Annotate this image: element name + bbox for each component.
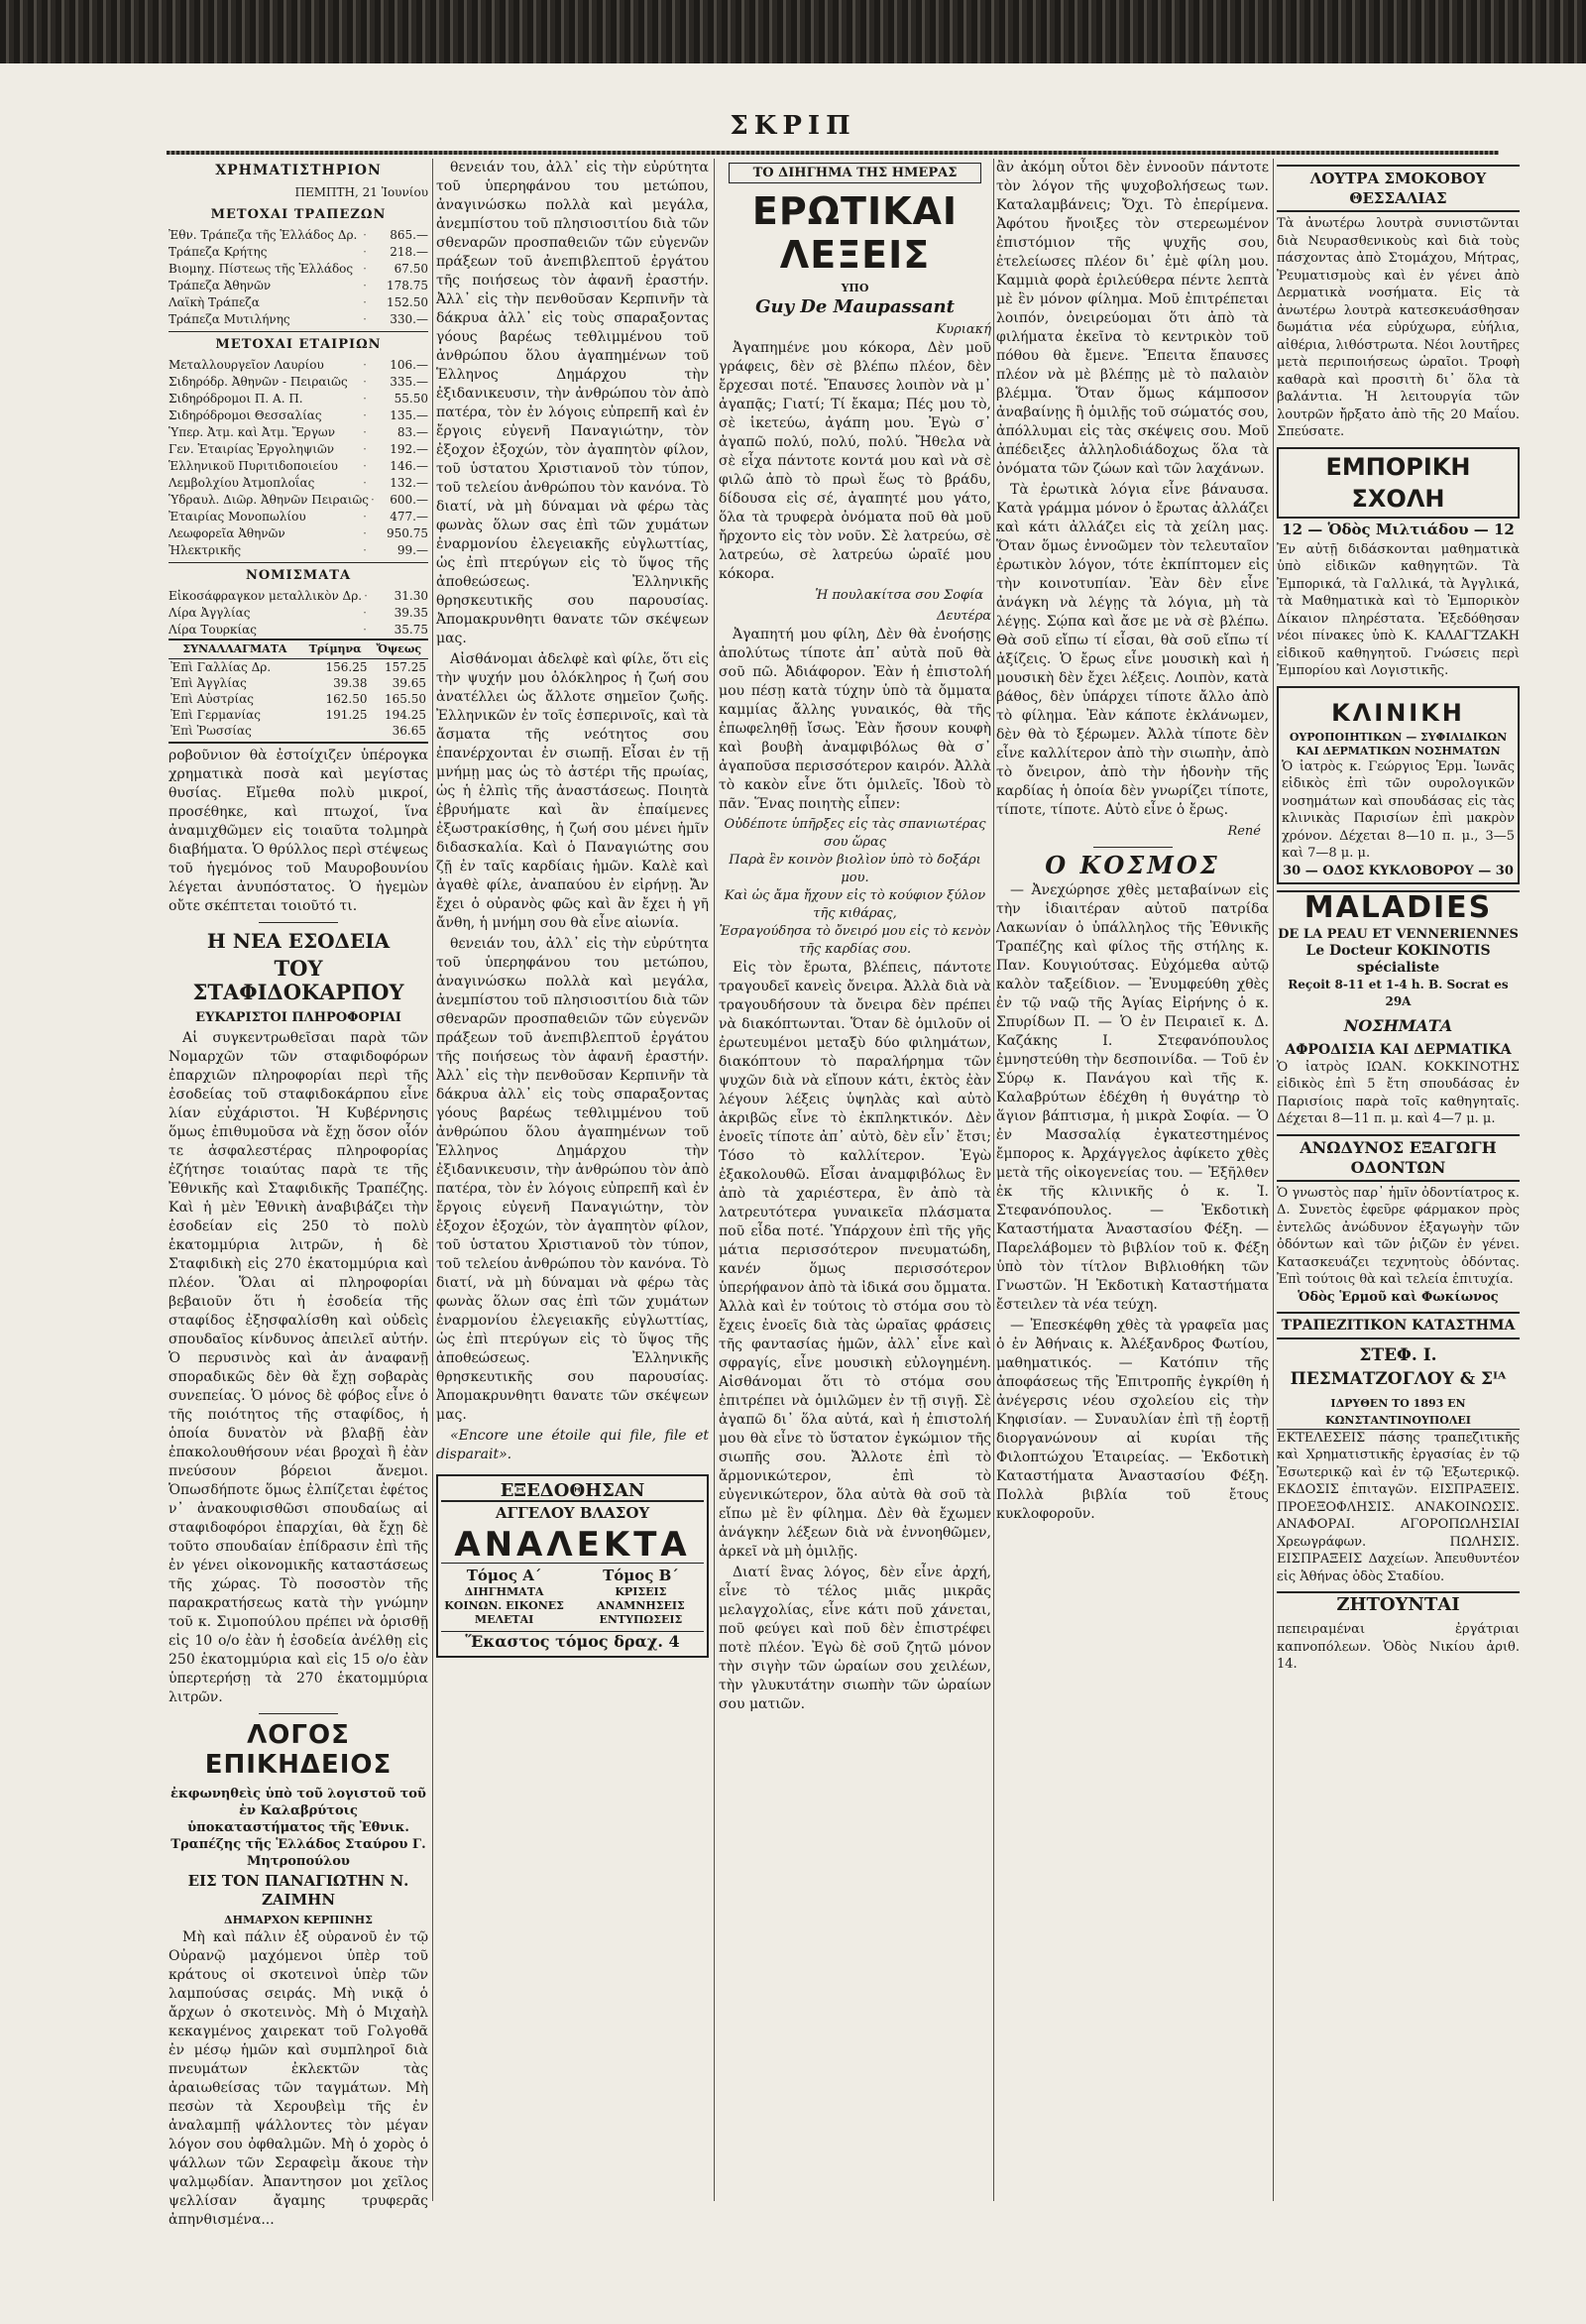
ad-dental-title: ΑΝΩΔΥΝΟΣ ΕΞΑΓΩΓΗ ΟΔΟΝΤΩΝ: [1277, 1134, 1520, 1182]
bank-row-value: 152.50: [387, 295, 428, 309]
ad-smokovo-text: Τὰ ἀνωτέρω λουτρὰ συνιστῶνται διὰ Νευρασθενικοὺς καὶ διὰ τοὺς πάσχοντας ἀπὸ Στομάχου, Μήτρας, Ῥευματισμοὺς καὶ ἐν γένει ἀπὸ Δερματικὰ νοσήματα. Εἰς τὰ ἀνωτέρω λουτρὰ κατεσκευάσθησαν δωμάτια νέα εὐρύχωρα, εὐήλια, αἰθέρια, λιθόστρωτα. Νέοι λουτῆρες μετὰ περιποιήσεως ὡραῖοι. Τροφὴ καθαρὰ καὶ προσιτὴ δι᾿ ὅλα τὰ βαλάντια. Ἡ λειτουργία τῶν λουτρῶν ἤρξατο ἀπὸ τῆς 20 Μαΐου. Σπεύσατε.: [1277, 216, 1520, 439]
bank-row-name: Ἐθν. Τράπεζα τῆς Ἑλλάδος Δρ.: [169, 228, 358, 242]
bank-row: Ἐθν. Τράπεζα τῆς Ἑλλάδος Δρ. · 865.—: [169, 228, 428, 242]
coin-row: Λίρα Ἀγγλίας · 39.35: [169, 606, 428, 620]
company-row: Σιδηρόδρομοι Θεσσαλίας · 135.—: [169, 408, 428, 422]
ad-bank-name: ΣΤΕΦ. Ι. ΠΕΣΜΑΤΖΟΓΛΟΥ & Σᴵᴬ: [1290, 1344, 1507, 1389]
company-row-value: 106.—: [390, 358, 428, 372]
coin-row: Λίρα Τουρκίας · 35.75: [169, 623, 428, 637]
article-body: Αἱ συγκεντρωθεῖσαι παρὰ τῶν Νομαρχῶν τῶν σταφιδοφόρων ἐπαρχιῶν πληροφορίαι περὶ τῆς ἐσοδείας τοῦ σταφιδοκάρπου εἶνε λίαν εὐχάριστοι. Ἡ Κυβέρνησις ὅμως ἐπιθυμοῦσα νὰ ἔχῃ ὅσον οἷόν τε ἀσφαλεστέρας πληροφορίας ἐζήτησε τοιαύτας παρὰ τε τῆς Ἐθνικῆς καὶ Σταφιδικῆς Τραπέζης. Καὶ ἡ μὲν Ἐθνικὴ ἀναβιβάζει τὴν ἐσοδείαν εἰς 250 τὸ πολὺ ἑκατομμύρια λιτρῶν, ἡ δὲ Σταφιδικὴ εἰς 270 ἑκατομμύρια καὶ πλέον. Ὅλαι αἱ πληροφορίαι βεβαιοῦν ὅτι ἡ ἐσοδεία τῆς σταφίδος ἐξησφαλίσθη καὶ οὐδεὶς σπουδαῖος κίνδυνος ἀπειλεῖ αὐτήν. Ὁ περυσινὸς καὶ ἀν ἀναφανῇ σποραδικῶς δὲν θὰ ἔχῃ σοβαρὰς συνεπείας. Ὁ μόνος δὲ φόβος εἶνε ὁ τῆς ποιότητος τῆς σταφίδος, ἡ ὁποία δυνατὸν νὰ βλαβῇ ἐὰν ἐπακολουθήσουν νέαι βροχαὶ ἢ ἐὰν πνεύσουν βόρειοι ἄνεμοι. Ὁπωσδήποτε ὅμως ἐλπίζεται ἐφέτος ν᾿ ἀνακουφισθῶσι σπουδαίως αἱ σταφιδοφόροι ἐπαρχίαι, θὰ ἔχῃ δὲ τοῦτο σπουδαίαν ἐπίδρασιν ἐπὶ τῆς ἐν γένει οἰκονομικῆς καταστάσεως τῆς χώρας. Τὸ ποσοστὸν τῆς παρακρατήσεως κατὰ τὴν γνώμην τοῦ κ. Σιμοπούλου πρέπει νὰ ὁρισθῇ εἰς 10 ο/ο ἐὰν ἡ ἐσοδεία ἀνέλθῃ εἰς 250 ἑκατομμύρια καὶ εἰς 15 ο/ο ἐὰν ὑπερτερήσῃ τὰ 270 ἑκατομμύρια λιτρῶν.: [169, 1030, 428, 1705]
bank-row-name: Τράπεζα Ἀθηνῶν: [169, 279, 272, 292]
ad-dental-text: Ὁ γνωστὸς παρ᾿ ἡμῖν ὀδοντίατρος κ. Δ. Συνετὸς ἐφεῦρε φάρμακον πρὸς ἐντελῶς ἀνώδυνον ἐξαγωγὴν τῶν ὀδόντων καὶ τῶν ῥιζῶν ἐν γένει. Κατασκευάζει τεχνητοὺς ὀδόντας. Ἐπὶ τούτοις θὰ καὶ τελεία ἐπιτυχία.: [1277, 1185, 1520, 1287]
company-row: Γεν. Ἑταιρίας Ἐργοληψιῶν · 192.—: [169, 442, 428, 456]
company-row-value: 477.—: [390, 510, 428, 523]
story-by: ΥΠΟ: [841, 282, 869, 294]
eulogy-body: Μὴ καὶ πάλιν ἐξ οὐρανοῦ ἐν τῷ Οὐρανῷ μαχόμενοι ὑπὲρ τοῦ κράτους οἱ σκοτεινοὶ ὑπὲρ τῶν λαμπούσας σειράς. Μὴ νικᾷ ὁ ἄρχων ὁ σκοτεινὸς. Μὴ ὁ Μιχαὴλ κεκαγμένος χαιρεκατ τοῦ Γολγοθᾶ ἐν μέσῳ ἡμῶν καὶ συμπληροῖ διὰ πνευμάτων ἐκλεκτῶν τὰς ἀραιωθείσας τῶν ταγμάτων. Μὴ πεσὼν τὰ Χερουβεὶμ τῆς ἐν ἀναλαμπῇ ψάλλοντες τὸν μέγαν λόγον σου ὀφθαλμῶν. Μὴ ὁ χορὸς ὁ ψάλλων τῶν Σεραφεὶμ ἄκουε τὴν ψαλμῳδίαν. Ἀπαντησον μοι χεῖλος ψελλίσαν ἄγαμης τρυφερᾶς ἀπηνθισμένα...: [169, 1929, 428, 2228]
bank-row-value: 218.—: [390, 245, 428, 259]
column-5: [1277, 159, 1520, 2211]
bank-row-name: Τράπεζα Μυτιλήνης: [169, 312, 290, 326]
ad-school-title: ΕΜΠΟΡΙΚΗ ΣΧΟΛΗ: [1277, 447, 1520, 519]
kosmos-body: — Ἀνεχώρησε χθὲς μεταβαίνων εἰς τὴν ἰδιαιτέραν αὐτοῦ πατρίδα Λακωνίαν ὁ ὑπάλληλος τῆς Ἐθνικῆς Τραπέζης καὶ φίλος τῆς στήλης κ. Παν. Κουγιούτσας. Εὐχόμεθα αὐτῷ καλὸν ταξείδιον. — Ἐνυμφεύθη χθὲς ἐν τῷ ναῷ τῆς Ἁγίας Εἰρήνης ὁ κ. Σπυρίδων Π. — Ὁ ἐν Πειραιεῖ κ. Δ. Καζάκης Ι. Στεφανόπουλος ἐμνηστεύθη τὴν δεσποινίδα. — Τοῦ ἐν Σύρῳ κ. Πανάγου καὶ τῆς κ. Καλαβρύτων ἐδέχθη ἡ θυγάτηρ τὸ ἅγιον βάπτισμα, ἡ μικρὰ Σοφία. — Ὁ ἐν Μασσαλίᾳ ἐγκατεστημένος ἔμπορος κ. Ἀρχάγγελος ἀφίκετο χθὲς μετὰ τῆς οἰκογενείας του. — Ἐξῆλθεν ἐκ τῆς κλινικῆς ὁ κ. Ἰ. Στεφανόπουλος. — Ἐκδοτικὴ Καταστήματα Ἀναστασίου Φέξη. — Παρελάβομεν τὸ βιβλίον τοῦ κ. Φέξη ὑπὸ τὸν τίτλον Βιβλιοθήκη τῶν Γνωστῶν. Ἡ Ἐκδοτικὴ Καταστήματα ἔστειλεν τὰ νέα τεύχη.: [996, 882, 1269, 1313]
ad-wanted-title: ΖΗΤΟΥΝΤΑΙ: [1277, 1591, 1520, 1617]
company-row-name: Σιδηρόδρομοι Π. Α. Π.: [169, 392, 303, 406]
fx-cell: 191.25: [325, 708, 368, 722]
bank-row-name: Λαϊκὴ Τράπεζα: [169, 295, 260, 309]
fx-header: Ὄψεως: [370, 639, 429, 659]
eulogy-heading: ΛΟΓΟΣ ΕΠΙΚΗΔΕΙΟΣ: [204, 1720, 393, 1780]
eulogy-continued: θενειάν του, ἀλλ᾿ εἰς τὴν εὐρύτητα τοῦ ὑπερηφάνου του μετώπου, ἀναγινώσκω πολλὰ καὶ μεγάλα, ἀνεμπίστου τοῦ πλησιοσιτίου διὰ τῶν σθεναρῶν προσπαθειῶν τῶν εὐγενῶν πράξεων τοῦ ἀνεπιβλεπτοῦ ἐργάτου τῆς ποιήσεως τὸν ἀφανῆ ἐραστήν. Ἀλλ᾿ εἰς τὴν πενθοῦσαν Κερπινῆν τὰ δάκρυα ἀλλ᾿ εἰς τοὺς σπαραξοντας γόους βαρέως τεθλιμμένου τοῦ ἀνθρώπου ὅλου ἀγαπημένων τοῦ Ἑλληνος Δημάρχου τὴν ἐξιδανικευσιν, τὴν ἀνθρώπου τὸν ἀπὸ πατέρα, τὸν ἐν λόγοις εὐπρεπῆ καὶ ἐν ἔργοις εὐγενῆ Παναγιώτην, τὸν ἐξοχον ἐξοχών, τὸν ἀγαπητὸν φίλον, τοῦ ὑστατου Χριστιανοῦ τὸν τύπον, τοῦ τελείου ἀνθρώπου τὸν κανόνα. Τὸ διατί, νὰ μὴ δύναμαι νὰ φέρω τὰς φωνὰς ὅλων σας ἐπὶ τῶν χυμάτων ἐναρμονίου ἐλεγειακῆς εὐγλωττίας, ὡς ἐπὶ πτερύγων εἰς τὸ ὕψος τῆς ἀποθεώσεως. Ἐλληνικῆς θρησκευτικῆς σου παρουσίας. Ἀπομακρυνθητι θανατε τῶν σκέψεων μας.: [436, 160, 709, 646]
column-rule: [993, 159, 994, 2201]
letter-day-1: Κυριακή: [936, 322, 991, 337]
company-row-name: Ἑλληνικοῦ Πυριτιδοποιείου: [169, 459, 338, 473]
analekta-price: Ἕκαστος τόμος δραχ. 4: [441, 1631, 704, 1651]
page-top-band: [0, 0, 1586, 63]
coins-heading: ΝΟΜΙΣΜΑΤΑ: [245, 568, 352, 583]
company-row-name: Ἐταιρίας Μονοπωλίου: [169, 510, 306, 523]
company-row: Μεταλλουργεῖον Λαυρίου · 106.—: [169, 358, 428, 372]
ad-nosimata-subtitle: ΑΦΡΟΔΙΣΙΑ ΚΑΙ ΔΕΡΜΑΤΙΚΑ: [1285, 1041, 1512, 1058]
ad-bank-title: ΤΡΑΠΕΖΙΤΙΚΟΝ ΚΑΤΑΣΤΗΜΑ: [1277, 1312, 1520, 1339]
fx-row: [169, 723, 428, 739]
fx-cell: 39.65: [392, 676, 426, 690]
ad-clinic-address: 30 — ΟΔΟΣ ΚΥΚΛΟΒΟΡΟΥ — 30: [1283, 863, 1514, 878]
bank-row-value: 330.—: [390, 312, 428, 326]
company-row: Ὑπερ. Ἀτμ. καὶ Ἀτμ. Ἔργων · 83.—: [169, 425, 428, 439]
bank-row-name: Βιομηχ. Πίστεως τῆς Ἑλλάδος: [169, 262, 354, 276]
company-row-value: 192.—: [390, 442, 428, 456]
company-row: Ὑδραυλ. Διῶρ. Ἀθηνῶν Πειραιῶς · 600.—: [169, 493, 428, 507]
coin-row-value: 35.75: [394, 623, 428, 637]
fx-cell: 162.50: [325, 692, 368, 706]
analekta-vol2: Τόμος Β΄: [603, 1567, 679, 1584]
story-continued: ἂν ἀκόμη οὗτοι δὲν ἐννοοῦν πάντοτε τὸν λόγον τῆς ψυχοβολήσεως των. Καταλαμβάνεις; Ὄχι. Τὸ ἐπερίμενα. Ἀφότου ἤνοιξες τὸν στερεωμένον ἐπιστόμιον τῆς ψυχῆς σου, ἐτελείωσες πλέον δι᾿ ἐμὲ φίλη μου. Καμμιὰ φορὰ ἐριλεύθερα πέντε λεπτὰ μὲ ἓν μόνον φίλημα. Μοῦ ἐπιτρέπεται λοιπόν, ὀνειρεύομαι ὅτι ἀπὸ τὰ φιλήματα ἐκεῖνα τὸ κεντρικὸν τοῦ πόθου θὰ ἔμενε. Ἔπειτα ἔπαυσες πλέον νὰ μὲ βλέπῃς μὲ τὸ παλαιὸν βλέμμα. Ὅταν ὅμως κάμποσον ἀναβαίνῃς ἢ ὁμιλῇς τοῦ σώματός σου, ἀπόλλυμαι εἰς τὰς σκέψεις σου. Μοῦ ἀπέδειξες ἀλληλοδιάδοχως ὅλα τὰ ὀνόματα τῶν ζώων καὶ τῶν λαχάνων.: [996, 160, 1269, 477]
fx-header: ΣΥΝΑΛΛΑΓΜΑΤΑ: [169, 639, 301, 659]
column-rule: [714, 159, 715, 2201]
banks-list: [169, 227, 428, 328]
fx-cell: 157.25: [385, 660, 426, 674]
company-row-name: Ὑδραυλ. Διῶρ. Ἀθηνῶν Πειραιῶς: [169, 493, 369, 507]
story-continued-2: Τὰ ἐρωτικὰ λόγια εἶνε βάναυσα. Κατὰ γράμμα μόνον ὁ ἔρωτας ἀλλάζει καὶ κάτι ἀλλάζει εἰς τὰ χείλη μας. Ὅταν ὅμως ἐννοῶμεν τὸν τελευταῖον ἐρωτικὸν λόγον, τότε ἐκπίπτομεν εἰς τὴν κοινοτυπίαν. Ἐὰν δὲν εἶνε ἀνάγκη νὰ λέγῃς τὰ λόγια, μὴ τὰ λέγῃς. Σῴπα καὶ ἄσε με νὰ σὲ βλέπω. Θὰ σοῦ εἴπω τί εἶσαι, θὰ σοῦ εἴπω τί ἀξίζεις. Ὁ ἔρως εἶνε μουσικὴ καὶ ἡ μουσικὴ δὲν ἔχει λέξεις. Λοιπὸν, κατὰ βάθος, δὲν ὑπάρχει τίποτε ἄλλο ἀπὸ τὸ φίλημα. Ἐὰν κάποτε ἐκλάνωμεν, δὲν θὰ τὸ ξέρωμεν. Ἀλλὰ τίποτε δὲν εἶνε καλλίτερον ἀπὸ τὴν σιωπὴν, ἀπὸ τὸ ὄνειρον, ἀπὸ τὴν ἡδονὴν τῆς καρδίας ἡ ὁποία δὲν γνωρίζει τίποτε, τίποτε, τίποτε. Αὐτὸ εἶνε ὁ ἔρως.: [996, 482, 1269, 818]
ad-school-text: Ἐν αὐτῇ διδάσκονται μαθηματικὰ ὑπὸ εἰδικῶν καθηγητῶν. Τὰ Ἐμπορικά, τὰ Γαλλικά, τὰ Ἀγγλικά, τὰ Μαθηματικὰ καὶ τὸ Ἐμπορικὸν Δίκαιον πληρέστατα. Ἐξεδόθησαν νέοι πίνακες ὑπὸ Κ. ΚΑΛΑΓΤΖΑΚΗ εἰδικοῦ καθηγητοῦ. Γνώσεις περὶ Ἐμπορίου καὶ Λογιστικῆς.: [1277, 541, 1520, 678]
company-row-value: 135.—: [390, 408, 428, 422]
poem-verse: Καὶ ὡς ἄμα ἤχουν εἰς τὸ κούφιον ξύλον τῆς κιθάρας,: [724, 888, 986, 921]
banks-heading: ΜΕΤΟΧΑΙ ΤΡΑΠΕΖΩΝ: [210, 207, 387, 222]
analekta-vol2-desc: ΚΡΙΣΕΙΣ ΑΝΑΜΝΗΣΕΙΣ ΕΝΤΥΠΩΣΕΙΣ: [596, 1585, 685, 1626]
exchange-title: ΧΡΗΜΑΤΙΣΤΗΡΙΟΝ: [215, 163, 382, 178]
story-kicker: ΤΟ ΔΙΗΓΗΜΑ ΤΗΣ ΗΜΕΡΑΣ: [729, 163, 981, 183]
ad-maladies-title: MALADIES: [1277, 890, 1520, 924]
ad-school-address: 12 — Ὁδὸς Μιλτιάδου — 12: [1282, 520, 1515, 538]
eulogy-role: ΔΗΜΑΡΧΟΝ ΚΕΡΠΙΝΗΣ: [224, 1914, 373, 1926]
company-row-name: Ὑπερ. Ἀτμ. καὶ Ἀτμ. Ἔργων: [169, 425, 335, 439]
letter-1-signature: Ἡ πουλακίτσα σου Σοφία: [815, 588, 983, 603]
column-3: [719, 159, 991, 2211]
coins-list: [169, 588, 428, 639]
fx-row: [169, 659, 428, 676]
top-rule: [167, 151, 1499, 155]
article-subheading: ΕΥΚΑΡΙΣΤΟΙ ΠΛΗΡΟΦΟΡΙΑΙ: [195, 1010, 401, 1025]
fx-cell: Ἐπὶ Ἀγγλίας: [170, 676, 247, 690]
fx-cell: Ἐπὶ Αὐστρίας: [170, 692, 255, 706]
companies-heading: ΜΕΤΟΧΑΙ ΕΤΑΙΡΙΩΝ: [215, 337, 382, 352]
company-row-value: 55.50: [394, 392, 428, 406]
company-row-name: Σιδηρόδρ. Ἀθηνῶν - Πειραιῶς: [169, 375, 348, 389]
ad-nosimata-text: Ὁ ἰατρὸς ΙΩΑΝ. ΚΟΚΚΙΝΟΤΗΣ εἰδικὸς ἐπὶ 5 ἔτη σπουδάσας ἐν Παρισίοις παρὰ τοῖς καθηγηταῖς. Δέχεται 8—11 π. μ. καὶ 4—7 μ. μ.: [1277, 1059, 1520, 1126]
company-row-name: Ἠλεκτρικῆς: [169, 543, 242, 557]
exchange-date: ΠΕΜΠΤΗ, 21 Ἰουνίου: [294, 185, 428, 199]
bank-row: Λαϊκὴ Τράπεζα · 152.50: [169, 295, 428, 309]
ad-nosimata-title: ΝΟΣΗΜΑΤΑ: [1343, 1015, 1453, 1035]
ad-maladies-doctor: Le Docteur KOKINOTIS spécialiste: [1305, 942, 1491, 976]
company-row-name: Λεμβολχίου Ἀτμοπλοΐας: [169, 476, 315, 490]
fx-cell: Ἐπὶ Γερμανίας: [170, 708, 261, 722]
company-row: Ἑλληνικοῦ Πυριτιδοποιείου · 146.—: [169, 459, 428, 473]
french-quote: «Encore une étoile qui file, file et disparait».: [436, 1428, 709, 1462]
eulogy-continued-2: θενειάν του, ἀλλ᾿ εἰς τὴν εὐρύτητα τοῦ ὑπερηφάνου του μετώπου, ἀναγινώσκω πολλὰ καὶ μεγάλα, ἀνεμπίστου τοῦ πλησιοσιτίου διὰ τῶν σθεναρῶν προσπαθειῶν τῶν εὐγενῶν πράξεων τοῦ ἀνεπιβλεπτοῦ ἐργάτου τῆς ποιήσεως τὸν ἀφανῆ ἐραστήν. Ἀλλ᾿ εἰς τὴν πενθοῦσαν Κερπινῆν τὰ δάκρυα ἀλλ᾿ εἰς τοὺς σπαραξοντας γόους βαρέως τεθλιμμένου τοῦ ἀνθρώπου ὅλου ἀγαπημένων τοῦ Ἑλληνος Δημάρχου τὴν ἐξιδανικευσιν, τὴν ἀνθρώπου τὸν ἀπὸ πατέρα, τὸν ἐν λόγοις εὐπρεπῆ καὶ ἐν ἔργοις εὐγενῆ Παναγιώτην, τὸν ἐξοχον ἐξοχών, τὸν ἀγαπητὸν φίλον, τοῦ ὑστατου Χριστιανοῦ τὸν τύπον, τοῦ τελείου ἀνθρώπου τὸν κανόνα. Τὸ διατί, νὰ μὴ δύναμαι νὰ φέρω τὰς φωνὰς ὅλων σας ἐπὶ τῶν χυμάτων ἐναρμονίου ἐλεγειακῆς εὐγλωττίας, ὡς ἐπὶ πτερύγων εἰς τὸ ὕψος τῆς ἀποθεώσεως. Ἐλληνικῆς θρησκευτικῆς σου παρουσίας. Ἀπομακρυνθητι θανατε τῶν σκέψεων μας.: [436, 936, 709, 1423]
company-row-name: Μεταλλουργεῖον Λαυρίου: [169, 358, 324, 372]
fx-table: [169, 639, 428, 739]
eulogy-recipient: ΕΙΣ ΤΟΝ ΠΑΝΑΓΙΩΤΗΝ Ν. ΖΑΙΜΗΝ: [187, 1872, 409, 1909]
column-1: [169, 159, 428, 2228]
ad-maladies-subtitle: DE LA PEAU ET VENNERIENNES: [1278, 926, 1519, 942]
kosmos-body-2: — Ἐπεσκέφθη χθὲς τὰ γραφεῖα μας ὁ ἐν Ἀθήναις κ. Ἀλέξανδρος Φωτίου, μαθηματικός. — Κατόπιν τῆς ἀποφάσεως τῆς Ἐπιτροπῆς ἐγκρίθη ἡ ἀνέγερσις νέου σχολείου εἰς τὴν Κηφισίαν. — Συναυλίαν ἐπὶ τῇ ἑορτῇ διοργανώνουν αἱ κυρίαι τῆς Φιλοπτώχου Ἑταιρείας. — Ἐκδοτικὴ Καταστήματα Ἀναστασίου Φέξη. Πολλὰ βιβλία τοῦ ἔτους κυκλοφοροῦν.: [996, 1318, 1269, 1522]
bank-row-name: Τράπεζα Κρήτης: [169, 245, 268, 259]
bank-row-value: 67.50: [394, 262, 428, 276]
fx-cell: 194.25: [385, 708, 426, 722]
fx-row: [169, 675, 428, 691]
story-signature: René: [1227, 824, 1261, 839]
company-row-value: 83.—: [396, 425, 428, 439]
coin-row-value: 31.30: [394, 589, 428, 603]
ad-smokovo-title: ΛΟΥΤΡΑ ΣΜΟΚΟΒΟΥ ΘΕΣΣΑΛΙΑΣ: [1277, 165, 1520, 212]
fx-cell: 36.65: [392, 724, 426, 738]
column-rule: [432, 159, 433, 2201]
bank-row: Τράπεζα Ἀθηνῶν · 178.75: [169, 279, 428, 292]
company-row: Ἐταιρίας Μονοπωλίου · 477.—: [169, 510, 428, 523]
eulogy-subheading: ἐκφωνηθεὶς ὑπὸ τοῦ λογιστοῦ τοῦ ἐν Καλαβρύτοις ὑποκαταστήματος τῆς Ἐθνικ. Τραπέζης τῆς Ἑλλάδος Σταύρου Γ. Μητροπούλου: [170, 1787, 426, 1869]
letter-4: Διατί ἓνας λόγος, δὲν εἶνε ἀρχή, εἶνε τὸ τέλος μιᾶς μικρᾶς μελαγχολίας, εἶνε κάτι ποῦ χάνεται, ποῦ φεύγει καὶ ποῦ δὲν ἐπιστρέφει ποτὲ πλέον. Ἐγὼ δὲ σοῦ ζητῶ μόνον τὴν σιγὴν τῶν ὡραίων σου χειλέων, τὴν γλυκυτάτην σιωπὴν τῶν ὡραίων σου ματιῶν.: [719, 1565, 991, 1712]
company-row: Λεωφορεῖα Ἀθηνῶν · 950.75: [169, 526, 428, 540]
fx-cell: 39.38: [333, 676, 368, 690]
company-row-value: 132.—: [390, 476, 428, 490]
coin-row-name: Λίρα Ἀγγλίας: [169, 606, 251, 620]
company-row-value: 335.—: [390, 375, 428, 389]
article-heading-2: ΤΟΥ ΣΤΑΦΙΔΟΚΑΡΠΟΥ: [192, 956, 404, 1004]
analekta-title: ΑΝΑΛΕΚΤΑ: [454, 1525, 691, 1565]
intro-text: ροβοῦνιον θὰ ἐστοίχιζεν ὑπέρογκα χρηματικὰ ποσὰ καὶ μεγίστας θυσίας. Εἴμεθα πολὺ μικροί, προσέθηκε, καὶ πτωχοί, ἵνα ἀναμιχθῶμεν εἰς τοιαῦτα τολμηρὰ διαβήματα. Ὁ θρύλλος περὶ στέψεως τοῦ ἡγεμόνος τοῦ Μαυροβουνίου λέγεται ἀνυπόστατος. Ὁ ἡγεμὼν οὔτε σκέπτεται τοιοῦτό τι.: [169, 748, 428, 914]
kosmos-heading: Ο ΚΟΣΜΟΣ: [1045, 851, 1220, 879]
column-4: [996, 159, 1269, 2211]
letter-2: Ἀγαπητή μου φίλη, Δὲν θὰ ἐνοήσῃς ἀπολύτως τίποτε ἀπ᾿ αὐτὰ ποῦ θὰ σοῦ πῶ. Ἀδιάφορον. Ἐὰν ἡ ἐπιστολή μου πέσῃ κατὰ τύχην ὑπὸ τὰ ὄμματα καμμίας ἄλλης γυναικός, θὰ τῆς ἐπωφεληθῇ ἴσως. Ἐὰν ἤσουν κουφὴ καὶ βουβὴ ἀναμφιβόλως θὰ σ᾿ ἀγαποῦσα περισσότερον καιρόν. Ἀλλὰ τὸ κακὸν εἶνε ὅτι ὁμιλεῖς. Ἰδοὺ τὸ πᾶν. Ἕνας ποιητὴς εἶπεν:: [719, 627, 991, 812]
bank-row-value: 178.75: [387, 279, 428, 292]
companies-list: [169, 357, 428, 559]
letter-3: Εἰς τὸν ἔρωτα, βλέπεις, πάντοτε τραγουδεῖ κανεὶς ὄνειρα. Ἀλλὰ διὰ νὰ τραγουδήσουν τὰ ὄνειρα δὲν πρέπει νὰ διακόπτωνται. Ὅταν δὲ ὁμιλοῦν οἱ ἐρωτευμένοι μεταξὺ δύο φιλημάτων, διακόπτουν τὸ παραλήρημα τῶν ψυχῶν διὰ νὰ εἴπουν κάτι, ἐκτὸς ἐὰν λέγουν λέξεις ὑψηλὰς καὶ αὐτὸ ἀκριβῶς εἶνε τὸ ἐκπληκτικόν. Δὲν ἐνοεῖς τίποτε ἀπ᾿ αὐτὸ, δὲν εἶν᾿ ἔτσι; Τόσο τὸ καλλίτερον. Ἐγὼ ἐξακολουθῶ. Εἶσαι ἀναμφιβόλως ἓν ἀπὸ τὰ χαριέστερα, ἓν ἀπὸ τὰ λατρευτότερα γυναικεῖα πλάσματα ποῦ εἶδα ποτέ. Ὑπάρχουν ἐπὶ τῆς γῆς μάτια περισσότερον πνευματώδη, κανέν ὅμως περισσότερον ὑπερήφανον ἀπὸ τὰ ἰδικά σου ὄμματα. Ἀλλὰ καὶ ἐν τούτοις τὸ στόμα σου τὸ ἔχεις ἐνοεῖς διὰ τὰς ὡραῖας φράσεις τῆς φαντασίας ἡμῶν, ἀλλ᾿ εἶνε καὶ σφραγίς, εἶνε μουσικὴ εὐλογημένη. Αἰσθάνομαι ὅτι τὸ στόμα σου ἐπιτρέπει νὰ ὁμιλῶμεν ἐν τῇ σιγῇ. Σὲ ἀγαπῶ δι᾿ ὅλα αὐτά, καὶ ἡ ἐπιστολή μου θὰ εἶνε τὸ ὕστατον ἐγκώμιον τῆς σιωπῆς σου. Ἄλλοτε ἐπὶ τὸ ἄρμονικώτερον, ἐπὶ τὸ εὐγενικώτερον, ὅλα αὐτὰ θὰ σοῦ τὰ εἴπω μὲ ἓν φίλημα. Δὲν θὰ ἔχωμεν ἀνάγκην λέξεων διὰ νὰ ἐννοηθῶμεν, ἀρκεῖ νὰ μὴ ὁμιλῇς.: [719, 960, 991, 1560]
column-2: [436, 159, 709, 2211]
bank-row: Τράπεζα Μυτιλήνης · 330.—: [169, 312, 428, 326]
article-heading-1: Η ΝΕΑ ΕΣΟΔΕΙΑ: [206, 929, 391, 953]
fx-cell: 156.25: [325, 660, 368, 674]
story-author: Guy De Maupassant: [755, 296, 955, 317]
ad-maladies-hours: Reçoit 8-11 et 1-4 h. B. Socrat es 29A: [1288, 977, 1509, 1008]
ad-bank-text: ΕΚΤΕΛΕΣΕΙΣ πάσης τραπεζιτικῆς καὶ Χρηματιστικῆς ἐργασίας ἐν τῷ Ἐσωτερικῷ καὶ ἐν τῷ Ἐξωτερικῷ. ΕΚΔΟΣΙΣ ἐπιταγῶν. ΕΙΣΠΡΑΞΕΙΣ. ΠΡΟΕΞΟΦΛΗΣΙΣ. ΑΝΑΚΟΙΝΩΣΙΣ. ΑΝΑΦΟΡΑΙ. ΑΓΟΡΟΠΩΛΗΣΙΑΙ Χρεωγράφων. ΠΩΛΗΣΙΣ. ΕΙΣΠΡΑΞΕΙΣ Δαχείων. Ἀπευθυντέον εἰς Ἀθήνας ὁδὸς Σταδίου.: [1277, 1430, 1520, 1584]
company-row-value: 950.75: [387, 526, 428, 540]
analekta-vol1-desc: ΔΙΗΓΗΜΑΤΑ ΚΟΙΝΩΝ. ΕΙΚΟΝΕΣ ΜΕΛΕΤΑΙ: [444, 1585, 564, 1626]
coin-row-name: Εἰκοσάφραγκον μεταλλικὸν Δρ.: [169, 589, 363, 603]
fx-cell: Ἐπὶ Γαλλίας Δρ.: [170, 660, 272, 674]
company-row: Ἠλεκτρικῆς · 99.—: [169, 543, 428, 557]
company-row: Σιδηρόδρομοι Π. Α. Π. · 55.50: [169, 392, 428, 406]
ad-clinic-subtitle: ΟΥΡΟΠΟΙΗΤΙΚΩΝ — ΣΥΦΙΛΙΔΙΚΩΝ ΚΑΙ ΔΕΡΜΑΤΙΚΩΝ ΝΟΣΗΜΑΤΩΝ: [1289, 730, 1508, 757]
fx-cell: [301, 723, 370, 739]
bank-row-value: 865.—: [390, 228, 428, 242]
ad-clinic-text: Ὁ ἰατρὸς κ. Γεώργιος Ἑρμ. Ἰωνᾶς εἰδικὸς ἐπὶ τῶν ουρολογικῶν νοσημάτων καὶ σπουδάσας εἰς τὰς κλινικὰς Παρισίων ἐπὶ μακρὸν χρόνον. Δέχεται 8—10 π. μ., 3—5 καὶ 7—8 μ. μ.: [1282, 758, 1515, 861]
eulogy-continued-2: Αἰσθάνομαι ἀδελφὲ καὶ φίλε, ὅτι εἰς τὴν ψυχήν μου ὁλόκληρος ἡ ζωή σου ἀνατέλλει ὡς ἄλλοτε σημεῖον ζωῆς. Ἐλληνικῶν ἐν τοῖς ἑσπερινοῖς, καὶ τὰ ἄσματα τῆς νεότητος σου ἐπανέρχονται ἐν σιωπῇ. Εἶσαι ἐν τῇ μνήμῃ μας ὡς τὸ ἀστέρι τῆς πρωίας, ὡς ἡ ἐλπὶς τῆς ἀναστάσεως. Ποιητὰ ἐβρυήματε καὶ ἂν ἐπαίμενες ἐξωστρακίσθης, ἡ ζωή σου μένει ἡμῖν διδασκαλία. Καὶ ὁ Παναγιώτης σου ζῇ ἐν ταῖς καρδίαις ἡμῶν. Καλὲ καὶ ἀγαθὲ φίλε, ἀναπαύου ἐν εἰρήνῃ. Ἄν ἔχει ὁ οὐρανὸς φῶς καὶ ἂν ἔχει ἡ γῆ ἄνθη, ἡ μνήμη σου θὰ εἶνε αἰωνία.: [436, 651, 709, 931]
poem-verse: Οὐδέποτε ὑπῆρξες εἰς τὰς σπανιωτέρας σου ὥρας: [724, 817, 986, 850]
ad-clinic-title: ΚΛΙΝΙΚΗ: [1331, 698, 1465, 727]
company-row: Λεμβολχίου Ἀτμοπλοΐας · 132.—: [169, 476, 428, 490]
company-row-name: Σιδηρόδρομοι Θεσσαλίας: [169, 408, 322, 422]
bank-row: Τράπεζα Κρήτης · 218.—: [169, 245, 428, 259]
company-row: Σιδηρόδρ. Ἀθηνῶν - Πειραιῶς · 335.—: [169, 375, 428, 389]
poem-verse: Παρὰ ἓν κοινὸν βιολὶον ὑπὸ τὸ δοξάρι μου.: [729, 853, 981, 885]
company-row-name: Λεωφορεῖα Ἀθηνῶν: [169, 526, 285, 540]
ad-bank-founded: ΙΔΡΥΘΕΝ ΤΟ 1893 ΕΝ ΚΩΝΣΤΑΝΤΙΝΟΥΠΟΛΕΙ: [1277, 1395, 1520, 1430]
bank-row: Βιομηχ. Πίστεως τῆς Ἑλλάδος · 67.50: [169, 262, 428, 276]
company-row-value: 146.—: [390, 459, 428, 473]
analekta-published: ΕΞΕΔΟΘΗΣΑΝ: [441, 1481, 704, 1502]
analekta-ad: [436, 1474, 709, 1658]
fx-row: [169, 691, 428, 707]
analekta-author: ΑΓΓΕΛΟΥ ΒΛΑΣΟΥ: [495, 1504, 650, 1522]
fx-header: Τρίμηνα: [301, 639, 370, 659]
analekta-vol1: Τόμος Α΄: [466, 1567, 542, 1584]
masthead: ΣΚΡΙΠ: [730, 111, 856, 141]
poem-verse: Ἐσραγούδησα τὸ ὄνειρό μου εἰς τὸ κενὸν τῆς καρδίας σου.: [719, 924, 991, 957]
fx-row: [169, 707, 428, 723]
company-row-name: Γεν. Ἑταιρίας Ἐργοληψιῶν: [169, 442, 335, 456]
coin-row-value: 39.35: [394, 606, 428, 620]
coin-row-name: Λίρα Τουρκίας: [169, 623, 257, 637]
company-row-value: 99.—: [396, 543, 428, 557]
column-rule: [1273, 159, 1274, 2201]
ad-clinic: [1277, 686, 1520, 884]
letter-1: Ἀγαπημένε μου κόκορα, Δὲν μοῦ γράφεις, δὲν σὲ βλέπω πλέον, δὲν ἔρχεσαι ποτέ. Ἔπαυσες λοιπὸν νὰ μ᾿ ἀγαπᾷς; Γιατί; Τί ἔκαμα; Πές μου τὸ, σὲ ἱκετεύω, ἀγάπη μου. Ἐγὼ σ᾿ ἀγαπῶ πολύ, πολύ, πολύ. Ἤθελα νὰ σὲ εἶχα πάντοτε κοντά μου καὶ νὰ σὲ φιλῶ ἀπὸ τὸ πρωὶ ἕως τὸ βράδυ, δίδουσα εἰς σέ, ἀγαπητέ μου γάτο, ὅλα τὰ τρυφερὰ ὀνόματα ποῦ θὰ μοῦ ἤρχοντο εἰς τὸν νοῦν. Σὲ λατρεύω, σὲ λατρεύω, σὲ λατρεύω ὡραῖέ μου κόκορα.: [719, 340, 991, 582]
coin-row: Εἰκοσάφραγκον μεταλλικὸν Δρ. · 31.30: [169, 589, 428, 603]
letter-day-2: Δευτέρα: [937, 609, 991, 624]
fx-cell: 165.50: [385, 692, 426, 706]
company-row-value: 600.—: [390, 493, 428, 507]
ad-dental-address: Ὁδὸς Ἑρμοῦ καὶ Φωκίωνος: [1298, 1289, 1499, 1305]
story-title: ΕΡΩΤΙΚΑΙ ΛΕΞΕΙΣ: [751, 189, 959, 277]
fx-cell: Ἐπὶ Ῥωσσίας: [170, 724, 252, 738]
ad-wanted-text: πεπειραμέναι ἐργάτριαι καπνοπόλεων. Ὁδὸς Νικίου ἀριθ. 14.: [1277, 1622, 1520, 1672]
